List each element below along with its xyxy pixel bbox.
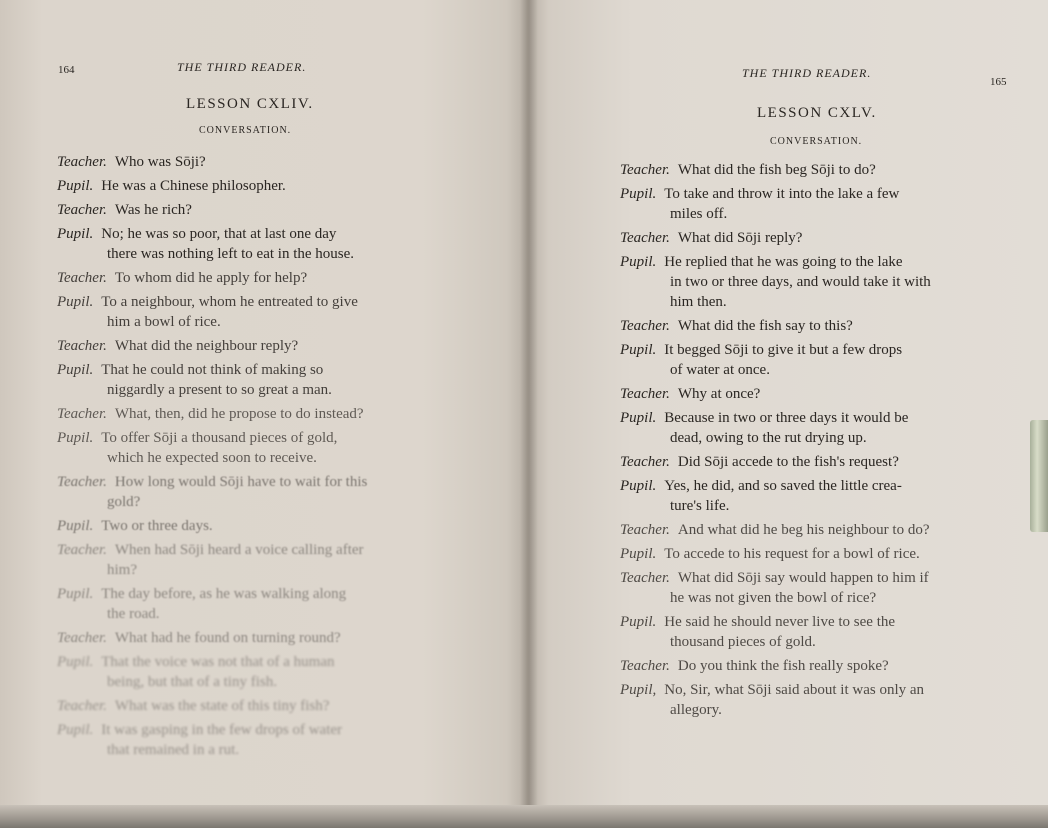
speaker-label: Pupil,	[620, 682, 657, 698]
dialogue	[620, 160, 1020, 720]
dialogue-line-continued	[57, 604, 457, 624]
dialogue-line	[620, 384, 1020, 404]
line-text: Was he rich?	[114, 202, 192, 218]
lesson-title: LESSON CXLV.	[757, 105, 877, 121]
dialogue-line	[57, 628, 457, 648]
speaker-label: Teacher.	[57, 338, 107, 354]
line-text: It was gasping in the few drops of water	[101, 722, 343, 738]
line-text: miles off.	[670, 206, 728, 222]
speaker-label: Pupil.	[620, 342, 657, 358]
line-text: in two or three days, and would take it with	[670, 274, 931, 290]
line-text: He replied that he was going to the lake	[664, 254, 903, 270]
dialogue-line	[620, 476, 1020, 496]
dialogue-line	[620, 612, 1020, 632]
dialogue-line	[620, 184, 1020, 204]
dialogue-line-continued	[57, 448, 457, 468]
speaker-label: Teacher.	[620, 162, 670, 178]
speaker-label: Teacher.	[57, 698, 107, 714]
speaker-label: Pupil.	[57, 294, 94, 310]
book-bottom-edge	[0, 805, 1048, 828]
dialogue-line-continued	[57, 672, 457, 692]
page-number: 164	[58, 64, 75, 76]
dialogue-line-continued	[620, 632, 1020, 652]
dialogue-line	[57, 696, 457, 716]
speaker-label: Teacher.	[620, 570, 670, 586]
dialogue-line	[620, 340, 1020, 360]
line-text: When had Sōji heard a voice calling after	[114, 542, 364, 558]
line-text: What did Sōji say would happen to him if	[677, 570, 929, 586]
line-text: him?	[107, 562, 137, 578]
speaker-label: Teacher.	[57, 474, 107, 490]
line-text: To whom did he apply for help?	[114, 270, 308, 286]
speaker-label: Teacher.	[620, 230, 670, 246]
right-page	[528, 0, 1048, 828]
speaker-label: Pupil.	[57, 430, 94, 446]
speaker-label: Pupil.	[57, 654, 94, 670]
line-text: It begged Sōji to give it but a few drops	[664, 342, 903, 358]
line-text: What did the neighbour reply?	[114, 338, 299, 354]
dialogue-line-continued	[57, 740, 457, 760]
speaker-label: Teacher.	[620, 658, 670, 674]
speaker-label: Teacher.	[620, 454, 670, 470]
dialogue-line	[57, 652, 457, 672]
dialogue	[57, 152, 457, 760]
line-text: there was nothing left to eat in the house.	[107, 246, 355, 262]
section-title: CONVERSATION.	[770, 136, 863, 147]
line-text: which he expected soon to receive.	[107, 450, 317, 466]
dialogue-line	[57, 152, 457, 172]
dialogue-line	[57, 720, 457, 740]
dialogue-line	[57, 428, 457, 448]
line-text: What had he found on turning round?	[114, 630, 341, 646]
dialogue-line	[57, 268, 457, 288]
dialogue-line	[57, 336, 457, 356]
line-text: that remained in a rut.	[107, 742, 240, 758]
dialogue-line	[620, 680, 1020, 700]
dialogue-line	[57, 516, 457, 536]
speaker-label: Teacher.	[57, 202, 107, 218]
dialogue-line	[620, 228, 1020, 248]
line-text: of water at once.	[670, 362, 770, 378]
dialogue-line	[620, 252, 1020, 272]
dialogue-line	[620, 656, 1020, 676]
speaker-label: Teacher.	[620, 522, 670, 538]
dialogue-line-continued	[620, 428, 1020, 448]
line-text: To take and throw it into the lake a few	[664, 186, 900, 202]
speaker-label: Teacher.	[57, 630, 107, 646]
line-text: How long would Sōji have to wait for this	[114, 474, 368, 490]
speaker-label: Teacher.	[57, 154, 107, 170]
page-tab-marker	[1030, 420, 1048, 532]
dialogue-line	[57, 292, 457, 312]
dialogue-line	[57, 224, 457, 244]
speaker-label: Teacher.	[57, 542, 107, 558]
dialogue-line-continued	[57, 244, 457, 264]
speaker-label: Pupil.	[620, 186, 657, 202]
speaker-label: Pupil.	[57, 226, 94, 242]
dialogue-line-continued	[57, 492, 457, 512]
dialogue-line	[57, 360, 457, 380]
line-text: Did Sōji accede to the fish's request?	[677, 454, 899, 470]
dialogue-line-continued	[620, 272, 1020, 292]
dialogue-line	[620, 452, 1020, 472]
line-text: allegory.	[670, 702, 722, 718]
speaker-label: Pupil.	[620, 410, 657, 426]
speaker-label: Teacher.	[620, 318, 670, 334]
dialogue-line	[57, 176, 457, 196]
speaker-label: Pupil.	[57, 178, 94, 194]
line-text: No; he was so poor, that at last one day	[101, 226, 337, 242]
line-text: him a bowl of rice.	[107, 314, 221, 330]
line-text: And what did he beg his neighbour to do?	[677, 522, 930, 538]
dialogue-line-continued	[620, 588, 1020, 608]
dialogue-line	[57, 200, 457, 220]
line-text: Two or three days.	[101, 518, 213, 534]
dialogue-line-continued	[57, 380, 457, 400]
speaker-label: Pupil.	[57, 518, 94, 534]
speaker-label: Pupil.	[620, 478, 657, 494]
dialogue-line-continued	[620, 204, 1020, 224]
dialogue-line	[57, 472, 457, 492]
speaker-label: Pupil.	[57, 362, 94, 378]
speaker-label: Pupil.	[57, 586, 94, 602]
line-text: What did the fish say to this?	[677, 318, 853, 334]
line-text: gold?	[107, 494, 141, 510]
speaker-label: Pupil.	[620, 254, 657, 270]
page-number: 165	[990, 76, 1007, 88]
speaker-label: Teacher.	[57, 406, 107, 422]
dialogue-line	[620, 408, 1020, 428]
line-text: Yes, he did, and so saved the little crea-	[664, 478, 902, 494]
line-text: He was a Chinese philosopher.	[101, 178, 286, 194]
line-text: No, Sir, what Sōji said about it was only an	[664, 682, 925, 698]
dialogue-line	[57, 584, 457, 604]
line-text: he was not given the bowl of rice?	[670, 590, 877, 606]
line-text: ture's life.	[670, 498, 730, 514]
line-text: He said he should never live to see the	[664, 614, 896, 630]
dialogue-line-continued	[57, 312, 457, 332]
line-text: To accede to his request for a bowl of rice.	[664, 546, 920, 562]
speaker-label: Teacher.	[57, 270, 107, 286]
dialogue-line	[620, 316, 1020, 336]
line-text: dead, owing to the rut drying up.	[670, 430, 867, 446]
line-text: To a neighbour, whom he entreated to give	[101, 294, 358, 310]
line-text: That the voice was not that of a human	[101, 654, 335, 670]
line-text: Because in two or three days it would be	[664, 410, 909, 426]
speaker-label: Pupil.	[620, 614, 657, 630]
line-text: niggardly a present to so great a man.	[107, 382, 332, 398]
line-text: thousand pieces of gold.	[670, 634, 816, 650]
dialogue-line	[620, 568, 1020, 588]
lesson-title: LESSON CXLIV.	[186, 96, 314, 112]
line-text: What did Sōji reply?	[677, 230, 803, 246]
dialogue-line	[620, 520, 1020, 540]
line-text: What did the fish beg Sōji to do?	[677, 162, 876, 178]
dialogue-line	[57, 404, 457, 424]
line-text: Do you think the fish really spoke?	[677, 658, 889, 674]
line-text: The day before, as he was walking along	[101, 586, 347, 602]
line-text: him then.	[670, 294, 727, 310]
running-head: THE THIRD READER.	[742, 66, 872, 80]
running-head: THE THIRD READER.	[177, 60, 307, 74]
dialogue-line	[620, 544, 1020, 564]
section-title: CONVERSATION.	[199, 125, 292, 136]
speaker-label: Pupil.	[620, 546, 657, 562]
dialogue-line-continued	[620, 360, 1020, 380]
line-text: being, but that of a tiny fish.	[107, 674, 277, 690]
dialogue-line	[57, 540, 457, 560]
line-text: What was the state of this tiny fish?	[114, 698, 330, 714]
line-text: To offer Sōji a thousand pieces of gold,	[101, 430, 338, 446]
line-text: Who was Sōji?	[114, 154, 206, 170]
line-text: What, then, did he propose to do instead?	[114, 406, 364, 422]
line-text: the road.	[107, 606, 160, 622]
dialogue-line-continued	[620, 496, 1020, 516]
dialogue-line-continued	[620, 700, 1020, 720]
dialogue-line-continued	[620, 292, 1020, 312]
speaker-label: Pupil.	[57, 722, 94, 738]
line-text: That he could not think of making so	[101, 362, 324, 378]
line-text: Why at once?	[677, 386, 761, 402]
speaker-label: Teacher.	[620, 386, 670, 402]
dialogue-line-continued	[57, 560, 457, 580]
dialogue-line	[620, 160, 1020, 180]
